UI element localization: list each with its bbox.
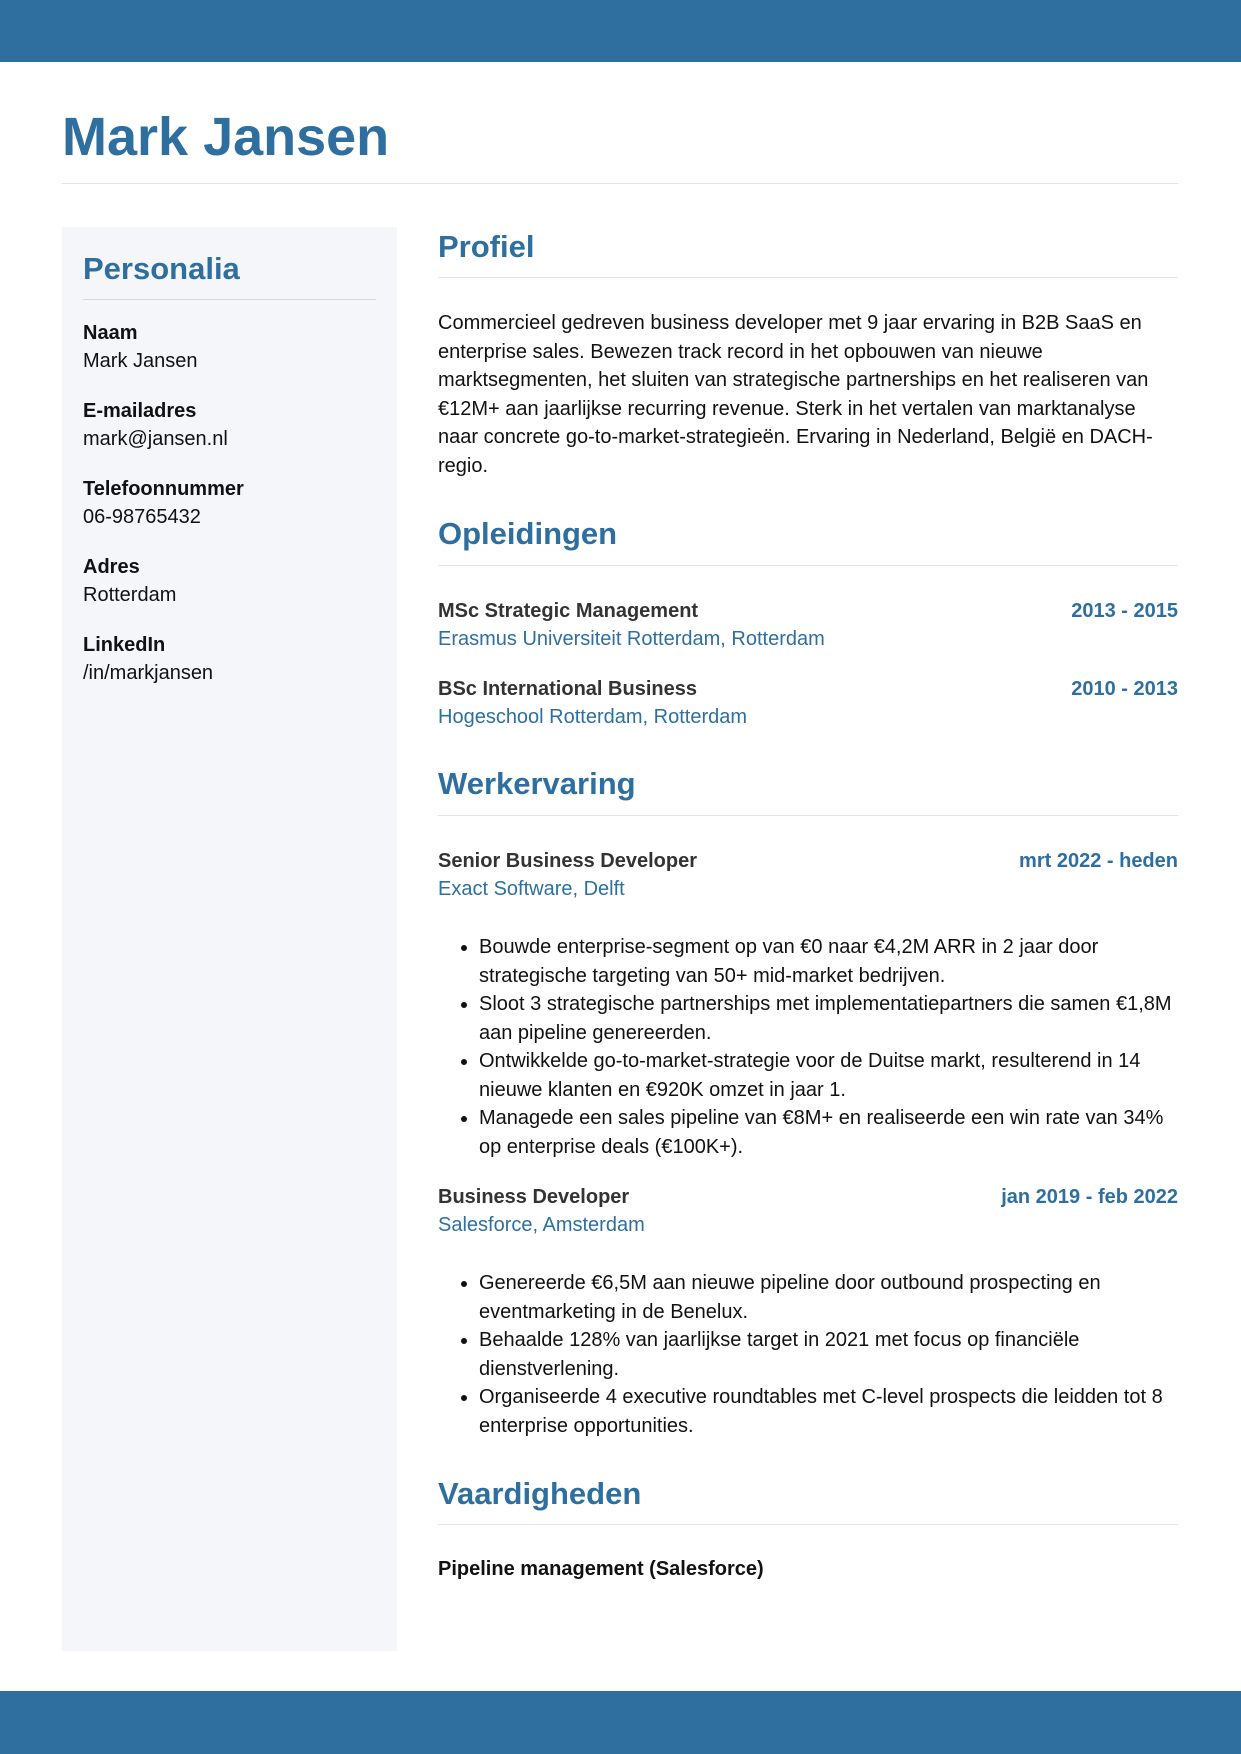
job-date: jan 2019 - feb 2022	[1001, 1186, 1178, 1208]
job-bullets	[438, 933, 1178, 1161]
vaardigheden-heading: Vaardigheden	[438, 1476, 642, 1511]
name-divider	[62, 183, 1178, 184]
field-linkedin	[83, 631, 213, 687]
vaardigheden-divider	[438, 1524, 1178, 1525]
job-bullet: • Genereerde €6,5M aan nieuwe pipeline door outbound prospecting en eventmarketing in de Benelux.	[479, 1269, 1178, 1326]
field-value: Mark Jansen	[83, 350, 198, 372]
education-title: BSc International Business	[438, 678, 697, 700]
opleidingen-heading: Opleidingen	[438, 516, 618, 551]
job-company: Salesforce, Amsterdam	[438, 1214, 645, 1236]
field-adres	[83, 553, 176, 609]
job-title: Senior Business Developer	[438, 850, 697, 872]
job-bullet: • Behaalde 128% van jaarlijkse target in 2021 met focus op financiële dienstverlening.	[479, 1326, 1178, 1383]
education-institution: Hogeschool Rotterdam, Rotterdam	[438, 706, 748, 728]
personalia-divider	[83, 299, 376, 300]
field-label: E-mailadres	[83, 400, 197, 422]
field-value: Rotterdam	[83, 584, 177, 606]
field-value: /in/markjansen	[83, 662, 214, 684]
job-bullet: • Ontwikkelde go-to-market-strategie voor de Duitse markt, resulterend in 14 nieuwe klanten en €920K omzet in jaar 1.	[479, 1047, 1178, 1104]
education-title: MSc Strategic Management	[438, 600, 699, 622]
job-bullets	[438, 1269, 1178, 1440]
job-bullet: • Bouwde enterprise-segment op van €0 naar €4,2M ARR in 2 jaar door strategische targeting van 50+ mid-market bedrijven.	[479, 933, 1178, 990]
job-bullet: • Managede een sales pipeline van €8M+ en realiseerde een win rate van 34% op enterprise deals (€100K+).	[479, 1104, 1178, 1161]
education-date: 2013 - 2015	[1071, 600, 1178, 622]
werkervaring-divider	[438, 815, 1178, 816]
field-telefoon	[83, 475, 244, 531]
education-date: 2010 - 2013	[1071, 678, 1178, 700]
field-label: Telefoonnummer	[83, 478, 244, 500]
profiel-text: Commercieel gedreven business developer met 9 jaar ervaring in B2B SaaS en enterprise sales. Bewezen track record in het opbouwen van nieuwe marktsegmenten, het sluiten van strategische partnerships en het realiseren van €12M+ aan jaarlijkse recurring revenue. Sterk in het vertalen van marktanalyse naar concrete go-to-market-strategieën. Ervaring in Nederland, België en DACH-regio.	[438, 312, 1153, 477]
opleidingen-divider	[438, 565, 1178, 566]
job-title: Business Developer	[438, 1186, 630, 1208]
education-institution: Erasmus Universiteit Rotterdam, Rotterdam	[438, 628, 825, 650]
field-value: mark@jansen.nl	[83, 428, 228, 450]
field-label: LinkedIn	[83, 634, 166, 656]
profiel-heading: Profiel	[438, 229, 535, 264]
job-bullet: • Sloot 3 strategische partnerships met implementatiepartners die samen €1,8M aan pipeline genereerden.	[479, 990, 1178, 1047]
profiel-divider	[438, 277, 1178, 278]
job-bullet: • Organiseerde 4 executive roundtables met C-level prospects die leidden tot 8 enterprise opportunities.	[479, 1383, 1178, 1440]
candidate-name: Mark Jansen	[62, 107, 390, 167]
personalia-heading: Personalia	[83, 251, 240, 286]
field-label: Adres	[83, 556, 140, 578]
bottom-color-bar	[0, 1691, 1241, 1754]
field-naam	[83, 319, 198, 375]
field-label: Naam	[83, 322, 138, 344]
job-company: Exact Software, Delft	[438, 878, 625, 900]
skill-item: Pipeline management (Salesforce)	[438, 1558, 764, 1580]
werkervaring-heading: Werkervaring	[438, 766, 636, 801]
field-value: 06-98765432	[83, 506, 201, 528]
job-date: mrt 2022 - heden	[1019, 850, 1178, 872]
field-email	[83, 397, 228, 453]
personalia-sidebar	[62, 227, 397, 1651]
top-color-bar	[0, 0, 1241, 62]
